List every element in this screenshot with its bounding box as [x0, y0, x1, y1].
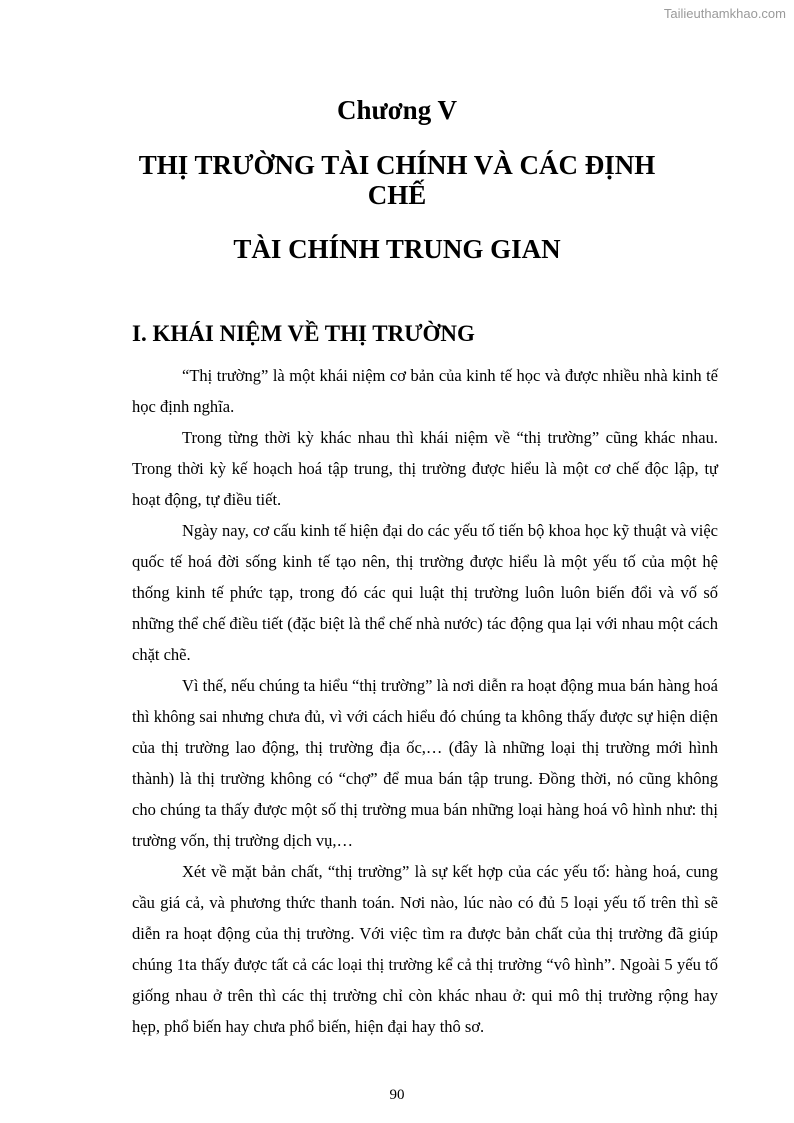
- paragraph: Xét về mặt bản chất, “thị trường” là sự kết hợp của các yếu tố: hàng hoá, cung cầu giá cả, và phương thức thanh toán. Nơi nào, lúc nào có đủ 5 loại yếu tố trên thì sẽ diễn ra hoạt động của thị trường. Với việc tìm ra được bản chất của thị trường đã giúp chúng 1ta thấy được tất cả các loại thị trường kể cả thị trường “vô hình”. Ngoài 5 yếu tố giống nhau ở trên thì các thị trường chỉ còn khác nhau ở: qui mô thị trường rộng hay hẹp, phổ biến hay chưa phổ biến, hiện đại hay thô sơ.: [132, 862, 718, 1036]
- paragraph: “Thị trường” là một khái niệm cơ bản của kinh tế học và được nhiều nhà kinh tế học định nghĩa.: [132, 366, 718, 416]
- chapter-heading: [0, 92, 794, 264]
- chapter-number: Chương V: [337, 95, 457, 125]
- paragraph: Ngày nay, cơ cấu kinh tế hiện đại do các yếu tố tiến bộ khoa học kỹ thuật và việc quốc tế hoá đời sống kinh tế tạo nên, thị trường được hiểu là một yếu tố của một hệ thống kinh tế phức tạp, trong đó các qui luật thị trường luôn luôn biến đổi và vố số những thể chế điều tiết (đặc biệt là thể chế nhà nước) tác động qua lại với nhau một cách chặt chẽ.: [132, 521, 718, 664]
- paragraph: Vì thế, nếu chúng ta hiểu “thị trường” là nơi diễn ra hoạt động mua bán hàng hoá thì không sai nhưng chưa đủ, vì với cách hiểu đó chúng ta không thấy được sự hiện diện của thị trường lao động, thị trường địa ốc,… (đây là những loại thị trường mới hình thành) là thị trường không có “chợ” để mua bán tập trung. Đồng thời, nó cũng không cho chúng ta thấy được một số thị trường mua bán những loại hàng hoá vô hình như: thị trường vốn, thị trường dịch vụ,…: [132, 676, 718, 850]
- section-heading: I. KHÁI NIỆM VỀ THỊ TRƯỜNG: [132, 321, 475, 346]
- chapter-title-line-3: TÀI CHÍNH TRUNG GIAN: [233, 234, 561, 264]
- chapter-title-line-2: CHẾ: [367, 180, 427, 210]
- chapter-title-line-1: THỊ TRƯỜNG TÀI CHÍNH VÀ CÁC ĐỊNH: [138, 150, 656, 180]
- body-text: [132, 360, 718, 1042]
- paragraph: Trong từng thời kỳ khác nhau thì khái niệm về “thị trường” cũng khác nhau. Trong thời kỳ kế hoạch hoá tập trung, thị trường được hiểu là một cơ chế độc lập, tự hoạt động, tự điều tiết.: [132, 428, 718, 509]
- watermark-text: Tailieuthamkhao.com: [663, 6, 786, 21]
- page-number: 90: [389, 1087, 405, 1103]
